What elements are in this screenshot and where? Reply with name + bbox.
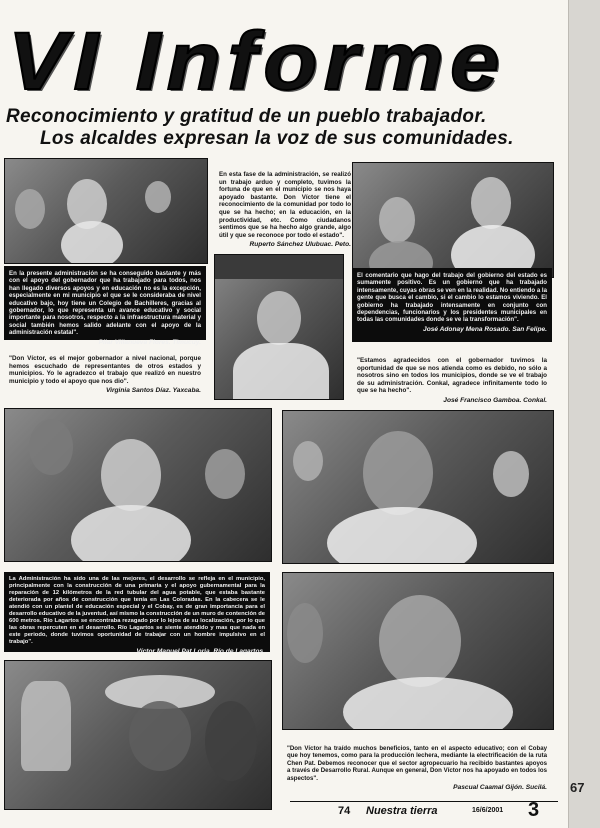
signature-jose-francisco: José Francisco Gamboa. Conkal. [443,396,547,404]
photo-mayor-ruperto [214,254,344,400]
signature-jose-adonay: José Adonay Mena Rosado. San Felipe. [423,325,547,333]
book-margin [568,0,600,828]
quote-jose-francisco: "Estamos agradecidos con el gobernador tuvimos la oportunidad de que se nos atienda como es debido, no sólo a nosotros sino en todos los municipios, donde se ve el trabajo de su administración. Conkal, agradece infinitamente todo lo que se ha hecho". José Francisco Gamboa. Conkal. [352,354,552,402]
quote-jose-adonay: El comentario que hago del trabajo del gobierno del estado es sumamente positivo. Es un gobierno que ha trabajado intensamente, cuyas obras se ven en la realidad. No entiendo a la gente que busca el cambio, si el cambio lo estamos viviendo. El gobierno ha trabajado intensamente en conjunto con dependencias, funcionarios y los presidentes municipales en todas las comunidades donde se ve la transformación". José Adonay Mena Rosado. San Felipe. [352,268,552,342]
quote-victor-manuel: La Administración ha sido una de las mejores, el desarrollo se refleja en el municipio, principalmente con la construcción de una primaria y el apoyo gubernamental para la reparación de 12 kilómetros de la red tubular del agua potable, que estaba bastante deteriorada por años de construcción que tenía en Las Coloradas. En la cabecera se le atendió con un plantel de educación especial y el Cobay, es de gran importancia para el desarrollo educativo de la juventud, así mismo la construcción de un muro de contención de 600 metros. Río Lagartos se encontraba rezagado por lo lejos de su localización, por lo que las obras repercuten en el desarrollo. Río Lagartos se siente atendido y mas que nada en este periodo, donde tuvimos oportunidad de trabajar con un hombre impulsivo en el trabajo". Víctor Manuel Pat Loria. Río de Lagartos. [4,572,270,652]
quote-pascual: "Don Víctor ha traído muchos beneficios, tanto en el aspecto educativo; con el Cobay que hoy tenemos, como para la producción lechera, mediante la electrificación de la ruta Chen Pat. Debemos reconocer que el sector agropecuario ha recibido bastantes apoyos a través de Desarrollo Rural. Aunque en general, Don Víctor nos ha apoyado en todos los aspectos". Pascual Caamal Gijón. Sucilá. [282,742,552,796]
footer-rule [290,801,558,802]
margin-page-number: 67 [570,780,585,795]
quote-virginia: "Don Víctor, es el mejor gobernador a nivel nacional, porque hemos escuchado de representantes de otros estados y municipios. Yo le agradezco el trabajo que realizó en nuestro municipio y todo el apoyo que nos dio". Virginia Santos Díaz. Yaxcaba. [4,352,206,398]
signature-pascual: Pascual Caamal Gijón. Sucilá. [453,784,547,792]
page-title: VI Informe [8,16,506,107]
photo-mayor-jose-francisco [282,410,554,564]
signature-pilar: Pilar Villanueva Flores. Timucuy. [98,338,201,346]
footer-publication: Nuestra tierra [366,805,438,817]
signature-victor-manuel: Víctor Manuel Pat Loria. Río de Lagartos. [136,648,265,655]
footer-page-number: 3 [528,799,540,821]
quote-pilar: En la presente administración se ha conseguido bastante y más con el apoyo del gobernador que ha trabajado para todos, nos han llegado diversos apoyos y en educación no es la excepción, especialmente en mi municipio el que se le consideraba de nivel educativo bajo, hoy tiene un Colegio de Bachilleres, gracias al gobernador, lo que representa un avance educativo y social importante para nosotros, respecto a la infraestructura material y social también hemos salido adelante con el apoyo de la administración estatal". Pilar Villanueva Flores. Timucuy. [4,266,206,340]
footer-issue: 74 [338,805,351,817]
photo-mayor-pascual [282,572,554,730]
signature-ruperto: Ruperto Sánchez Ulubuac. Peto. [249,241,351,249]
photo-mayor-pilar [4,158,208,264]
signature-virginia: Virginia Santos Díaz. Yaxcaba. [105,387,201,395]
quote-ruperto: En esta fase de la administración, se realizó un trabajo arduo y completo, tuvimos la fortuna de que en el municipio se nos haya apoyado bastante. Don Víctor tiene el reconocimiento de la comunidad por todo lo que se ha hecho; en la educación, en la productividad, etc. Como ciudadanos sentimos que se ha hecho algo grande, algo útil y que se reconoce por todo el estado". Ruperto Sánchez Ulubuac. Peto. [214,168,356,278]
photo-mayor-virginia [4,408,272,562]
subtitle-line-1: Reconocimiento y gratitud de un pueblo trabajador. [6,106,487,127]
photo-mayor-victor-manuel [4,660,272,810]
footer-date: 16/6/2001 [472,807,504,814]
subtitle-line-2: Los alcaldes expresan la voz de sus comunidades. [40,128,514,149]
photo-mayor-jose-adonay [352,162,554,278]
page-footer [290,799,558,821]
